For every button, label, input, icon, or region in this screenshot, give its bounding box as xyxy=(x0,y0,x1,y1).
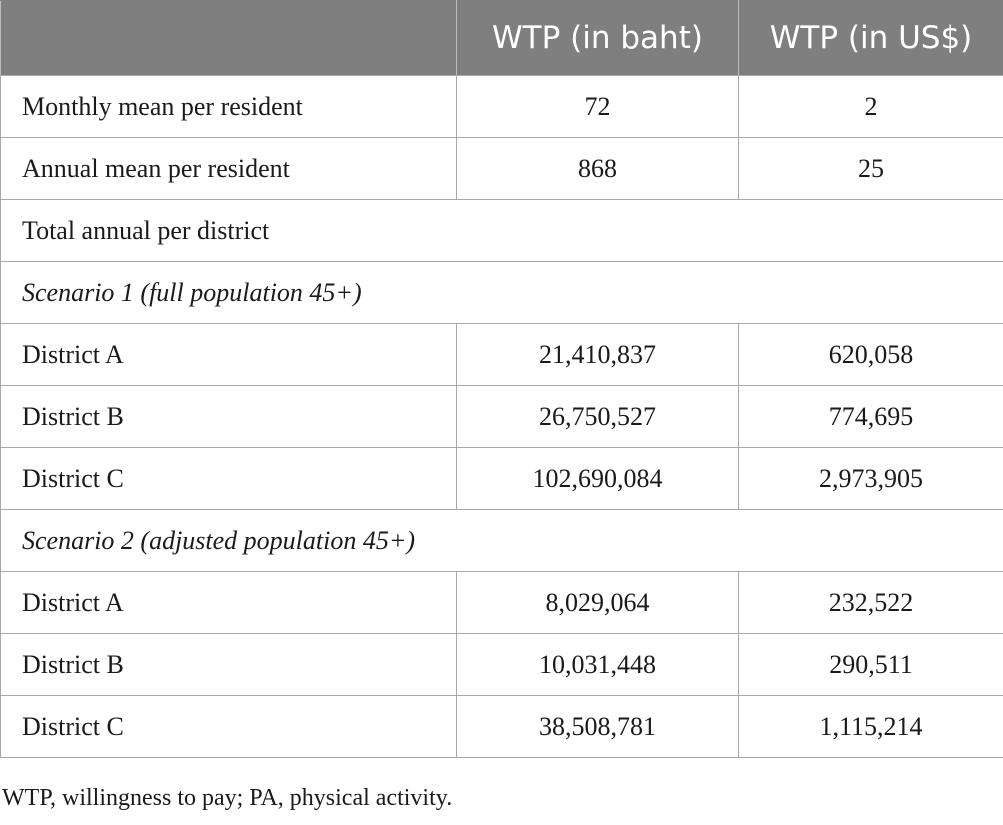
table-header xyxy=(1,1,1003,76)
value-baht: 26,750,527 xyxy=(457,386,739,448)
scenario-heading: Scenario 1 (full population 45+) xyxy=(1,262,1003,324)
row-label: District C xyxy=(1,448,457,510)
value-usd: 2,973,905 xyxy=(739,448,1003,510)
value-usd: 620,058 xyxy=(739,324,1003,386)
value-usd: 1,115,214 xyxy=(739,696,1003,758)
header-empty-cell xyxy=(1,1,457,76)
table-row-scenario1-heading xyxy=(1,262,1003,324)
table-row xyxy=(1,634,1003,696)
row-label: District B xyxy=(1,386,457,448)
header-wtp-usd: WTP (in US$) xyxy=(739,1,1003,76)
table-footnote: WTP, willingness to pay; PA, physical activity. xyxy=(2,785,453,811)
value-usd: 25 xyxy=(739,138,1003,200)
row-label: Annual mean per resident xyxy=(1,138,457,200)
value-usd: 2 xyxy=(739,76,1003,138)
row-label: District C xyxy=(1,696,457,758)
scenario-heading: Scenario 2 (adjusted population 45+) xyxy=(1,510,1003,572)
value-baht: 21,410,837 xyxy=(457,324,739,386)
value-usd: 290,511 xyxy=(739,634,1003,696)
row-label: District A xyxy=(1,572,457,634)
value-baht: 38,508,781 xyxy=(457,696,739,758)
table-row-monthly xyxy=(1,76,1003,138)
value-baht: 868 xyxy=(457,138,739,200)
value-baht: 72 xyxy=(457,76,739,138)
table-row-scenario2-heading xyxy=(1,510,1003,572)
value-usd: 232,522 xyxy=(739,572,1003,634)
value-baht: 8,029,064 xyxy=(457,572,739,634)
value-baht: 102,690,084 xyxy=(457,448,739,510)
section-heading: Total annual per district xyxy=(1,200,1003,262)
row-label: Monthly mean per resident xyxy=(1,76,457,138)
header-row xyxy=(1,1,1003,76)
table-row-total-heading xyxy=(1,200,1003,262)
header-wtp-baht: WTP (in baht) xyxy=(457,1,739,76)
row-label: District A xyxy=(1,324,457,386)
table-row-annual xyxy=(1,138,1003,200)
table-row xyxy=(1,448,1003,510)
table-row xyxy=(1,386,1003,448)
table-body xyxy=(1,76,1003,758)
table-row xyxy=(1,696,1003,758)
row-label: District B xyxy=(1,634,457,696)
table-row xyxy=(1,324,1003,386)
value-baht: 10,031,448 xyxy=(457,634,739,696)
table-row xyxy=(1,572,1003,634)
value-usd: 774,695 xyxy=(739,386,1003,448)
